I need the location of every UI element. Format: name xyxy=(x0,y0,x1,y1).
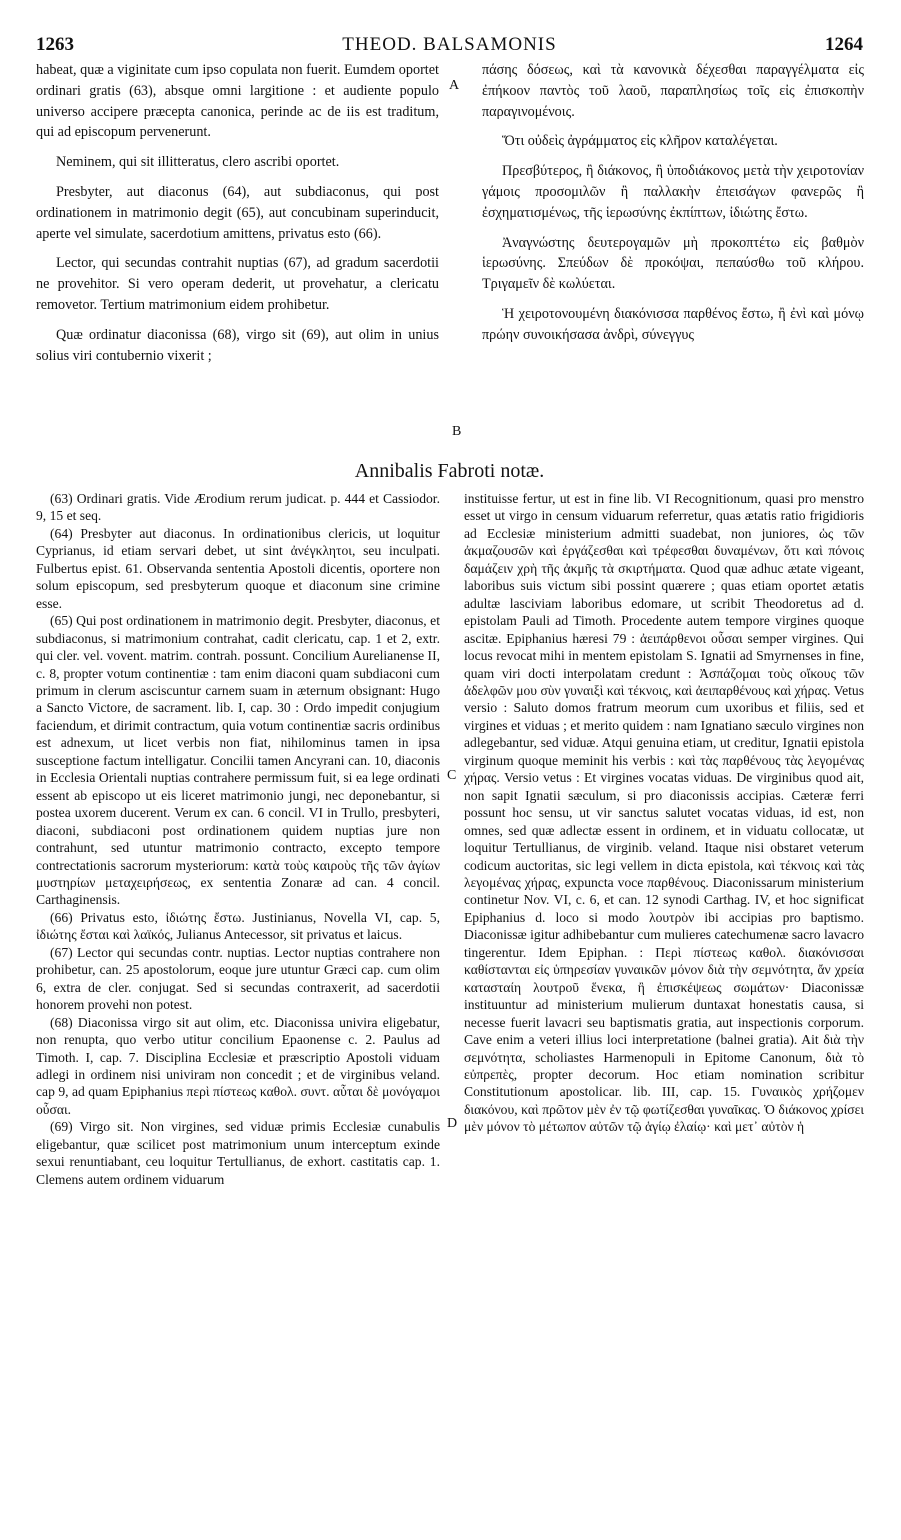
margin-letter-c: C xyxy=(447,768,457,783)
latin-text-column xyxy=(36,60,439,375)
running-title: THEOD. BALSAMONIS xyxy=(342,34,557,55)
notes-heading-text: Annibalis Fabroti notæ. xyxy=(354,460,545,482)
greek-paragraph: Ὅτι οὐδεὶς ἀγράμματος εἰς κλῆρον καταλέγεται. xyxy=(502,133,778,150)
latin-paragraph: Lector, qui secundas contrahit nuptias (67), ad gradum sacerdotii ne provehitor. Si vero operam dederit, ut provehatur, a clericatu removetor. Tertium matrimonium eidem prohibetur. xyxy=(36,255,439,313)
margin-letter-b: B xyxy=(452,424,462,439)
notes-left-column xyxy=(36,490,440,1188)
margin-letter-d: D xyxy=(447,1116,458,1131)
page-number-right: 1264 xyxy=(825,34,863,55)
note-64: (64) Presbyter aut diaconus. In ordinationibus clericis, ut loquitur Cyprianus, id etiam servari debet, ut sint ἀνέγκλητοι, seu inculpati. Fulbertus epist. 61. Observanda sententia Apostoli dicentis, oportere non solum episcopum, sed presbyterum quoque et diaconum sine crimine esse. xyxy=(36,525,440,611)
note-67: (67) Lector qui secundas contr. nuptias. Lector nuptias contrahere non prohibetur, can. 25 apostolorum, eoque jure utuntur Græci cap. cum olim 6, extra de cler. conjugat. Sed si secundas contraxerit, ad sacerdotii honorem provehi non potest. xyxy=(36,944,440,1013)
note-63: (63) Ordinari gratis. Vide Ærodium rerum judicat. p. 444 et Cassiodor. 9, 15 et seq. xyxy=(36,491,440,524)
greek-paragraph: Ἡ χειροτονουμένη διακόνισσα παρθένος ἔστω, ἢ ἐνὶ καὶ μόνῳ πρώην συνοικήσασα ἀνδρὶ, σύνεγγυς xyxy=(482,305,864,343)
greek-paragraph: πάσης δόσεως, καὶ τὰ κανονικὰ δέχεσθαι παραγγέλματα εἰς ἐπήκοον παντὸς τοῦ λαοῦ, παραπλησίως τοῖς εἰς ἐπισκοπὴν παραγινομένοις. xyxy=(482,62,864,120)
latin-paragraph: Neminem, qui sit illitteratus, clero ascribi oportet. xyxy=(56,154,340,171)
note-66: (66) Privatus esto, ἰδιώτης ἔστω. Justinianus, Novella VI, cap. 5, ἰδιώτης ἔσται καὶ λαϊκός, Julianus Antecessor, sit privatus et laicus. xyxy=(36,909,440,943)
note-65: (65) Qui post ordinationem in matrimonio degit. Presbyter, diaconus, et subdiaconus, si matrimonium contrahat, cadit clericatu, cap. 1 et 2, extr. qui cler. vel. vovent. matrim. contrah. possunt. Concilium Aurelianense II, c. 8, propter votum continentiæ : tam enim diaconi quam subdiaconi cum primum in clerum asciscuntur carnem suam in æternum obsignant: Hugo a Sancto Victore, de sacrament. lib. I, cap. 30 : Ordo impedit conjugium faciendum, et dirimit contractum, quia votum continentiæ sacris ordinibus est adnexum, ut licet verbis non fiat, nihilominus tamen in ipsa susceptione factum intelligatur. Concilii tamen Ancyrani can. 10, diaconis in Ecclesia Orientali nuptias contrahere permissum fuit, si ea lege ordinati essent ab episcopo ut eis liceret matrimonio jungi, nec deponebantur, si postea uxorem ducerent. Verum ex can. 6 concil. VI in Trullo, presbyteri, diaconi, subdiaconi post ordinationem quidem nuptias jure non contrahunt, sed utuntur matrimonio contracto, excepto tempore contrectationis sacrorum mysteriorum: κατὰ τοὺς καιροὺς τῆς τῶν ἁγίων μυστηρίων μεταχειρήσεως, ex sententia Zonaræ ad can. 4 concil. Carthaginensis. xyxy=(36,613,440,908)
note-68: (68) Diaconissa virgo sit aut olim, etc. Diaconissa univira eligebatur, non renupta, quo verbo utitur concilium Epaonense c. 2. Paulus ad Timoth. I, cap. 7. Disciplina Ecclesiæ et præscriptio Apostoli viduam adlegi in ordinem nisi univiram non concedit ; et de virginibus veland. cap 9, ad quam Epiphanius περὶ πίστεως καθολ. συντ. αὗται δὲ μονόγαμοι οὖσαι. xyxy=(36,1014,440,1117)
note-69-continued: instituisse fertur, ut est in fine lib. VI Recognitionum, quasi pro menstro esset ut virgo in censum viduarum referretur, quas ætatis ratio frigidioris ad Ecclesiæ ministerium admitti suadebat, non juniores, ὡς τῶν ἀκμαζουσῶν καὶ ἐργάζεσθαι καὶ τρέφεσθαι δυναμένων, ὅτι καὶ πόνοις δαμάζειν χρὴ τῆς ἀκμῆς τὰ σκιρτήματα. Quod quæ adhuc ætate vigeant, laboribus suis victum sibi possint quærere ; quas etiam oportet ætatis adultæ lasciviam laboribus edomare, ut scribit Theodoretus ad d. epistolam Pauli ad Timoth. Procedente autem tempore virgines quoque ascitæ. Epiphanius hæresi 79 : ἀειπάρθενοι οὖσαι semper virgines. Qui locus revocat mihi in mentem epistolam S. Ignatii ad Smyrnenses in fine, quam viri docti interpolatam credunt : Ἀσπάζομαι τοὺς οἴκους τῶν ἀδελφῶν μου σὺν γυναιξὶ καὶ τέκνοις, καὶ ἀειπαρθένους καὶ χήρας. Vetus versio : Saluto domos fratrum meorum cum uxoribus et filiis, sed et virgines et viduas ; et merito quidem : nam Ignatiano sæculo virgines non adlegebantur, sed viduæ. Atqui genuina etiam, ut creditur, Ignatii epistola virginum quoque meminit his verbis : καὶ τὰς παρθένους τὰς λεγομένας χήρας. Versio vetus : Et virgines vocatas viduas. De virginibus quod ait, non sapit Ignatii sæculum, si pro diaconissis accipias. Cæteræ ferri possunt hoc sensu, ut vir sanctus salutet vocatas viduas, id est, non omnes, sed quæ adlectæ essent in ordinem, et in viduatu collocatæ, ut loquitur Tertullianus, de virginib. veland. Itaque nisi obstaret veterum codicum auctoritas, sic legi vellem in dicta epistola, καὶ τέκνοις καὶ τὰς λεγομένας χήρας, expuncta voce παρθένους. Diaconissarum ministerium continetur Nov. VI, c. 6, et can. 12 synodi Carthag. IV, et hoc significat Epiphanius d. loco si modo λουτρὸν ibi accipias pro baptismo. Diaconissæ igitur adhibebantur cum mulieres catechumenæ sacro lavacro tingerentur. Idem Epiphan. : Περὶ πίστεως καθολ. διακόνισσαι καθίστανται εἰς ὑπηρεσίαν γυναικῶν μόνον διὰ τὴν σεμνότητα, ἄν χρεία κατασταίη λουτροῦ ἕνεκα, ἢ ἐπισκέψεως σωμάτων· Diaconissæ instituuntur ad ministerium mulierum duntaxat honestatis causa, si necesse fuerit lavacri seu baptismatis gratia, aut inspectionis corporum. Cave enim a veteri illius loci interpretatione (balnei gratia). Ait διὰ τὴν σεμνότητα, scholiastes Harmenopuli in Epitome Canonum, διὰ τὸ εὐπρεπὲς, propter decorum. Hoc etiam nomination scribitur Constitutionum apostolicar. lib. III, cap. 15. Γυναικὸς χρήζομεν διακόνου, καὶ πρῶτον μὲν ἐν τῷ φωτίζεσθαι γυναῖκας. Ὁ διάκονος χρίσει μὲν μόνον τὸ μέτωπον αὐτῶν τῷ ἁγίῳ ἐλαίῳ· καὶ μετ᾽ αὐτὸν ἡ xyxy=(464,491,864,1135)
page-number-left: 1263 xyxy=(36,34,74,55)
greek-paragraph: Ἀναγνώστης δευτερογαμῶν μὴ προκοπτέτω εἰς βαθμὸν ἱερωσύνης. Σπεύδων δὲ προκόψαι, πεπαύσθω τοῦ κλήρου. Τριγαμεῖν δὲ κωλύεται. xyxy=(482,234,864,293)
notes-heading xyxy=(36,460,863,483)
latin-paragraph: Quæ ordinatur diaconissa (68), virgo sit (69), aut olim in unius solius viri contubernio vixerit ; xyxy=(36,326,439,364)
latin-paragraph: Presbyter, aut diaconus (64), aut subdiaconus, qui post ordinationem in matrimonio degit (65), aut concubinam superinducit, aperte vel simulate, sacerdotium amittens, privatus esto (66). xyxy=(36,183,439,242)
notes-right-column xyxy=(464,490,864,1136)
latin-paragraph: habeat, quæ a viginitate cum ipso copulata non fuerit. Eumdem oportet ordinari gratis (63), absque omni largitione : et audiente populo universo accipere præcepta canonica, perinde ac de iis est traditum, qui ad episcopum pervenerunt. xyxy=(36,62,439,141)
margin-letter-a: A xyxy=(449,78,460,93)
note-69: (69) Virgo sit. Non virgines, sed viduæ primis Ecclesiæ cunabulis eligebantur, quæ scilicet post matrimonium unum interceptum exinde sexui renuntiabant, ceu loquitur Tertullianus, de exhort. castitatis cap. 1. Clemens autem ordinem viduarum xyxy=(36,1119,440,1187)
greek-paragraph: Πρεσβύτερος, ἢ διάκονος, ἢ ὑποδιάκονος μετὰ τὴν χειροτονίαν γάμοις προσομιλῶν ἢ παλλακὴν ἐπεισάγων φανερῶς ἢ ἐσχηματισμένως, τῆς ἱερωσύνης ἐκπίπτων, ἰδιώτης ἔστω. xyxy=(482,163,864,221)
greek-text-column xyxy=(482,60,864,355)
